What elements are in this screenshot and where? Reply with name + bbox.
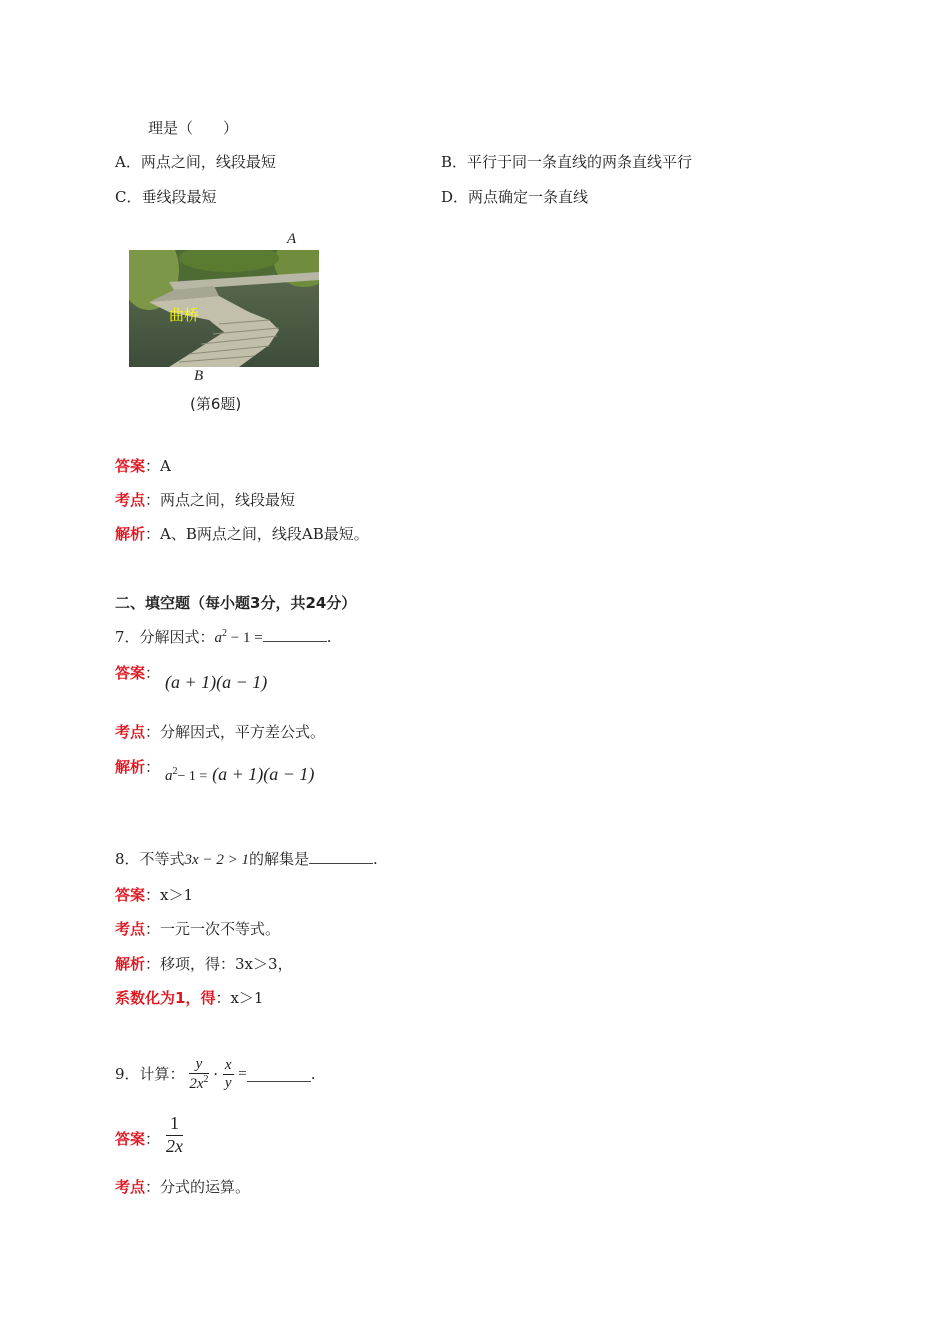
point-label: 考点 bbox=[115, 491, 146, 509]
frac1-den: $2x^2$ bbox=[189, 1073, 209, 1092]
colon: ： bbox=[145, 1130, 161, 1148]
colon: ： bbox=[145, 664, 161, 682]
analysis-label: 解析 bbox=[115, 758, 146, 776]
analysis-label: 解析 bbox=[115, 525, 146, 543]
answer-value: ：x＞1 bbox=[145, 886, 194, 904]
analysis-exp: 2 bbox=[172, 766, 178, 777]
q7-point-line bbox=[115, 721, 325, 742]
q8-prefix: 8．不等式 bbox=[115, 850, 185, 868]
q7-exp: 2 bbox=[222, 628, 228, 639]
q6-stem-tail: 理是（ ） bbox=[148, 119, 239, 137]
analysis-value: ：移项，得：3x＞3， bbox=[145, 955, 293, 973]
colon: ： bbox=[145, 758, 161, 776]
answer-label: 答案 bbox=[115, 1130, 146, 1148]
q9-eq: = bbox=[238, 1065, 247, 1082]
analysis-lhs: − 1 = bbox=[177, 769, 208, 784]
bridge-photo-svg bbox=[129, 250, 319, 367]
frac2-num: x bbox=[224, 1057, 232, 1073]
figure-caption: (第6题) bbox=[190, 395, 242, 413]
q8-analysis-line bbox=[115, 953, 293, 974]
section-title: 二、填空题（每小题3分，共24分） bbox=[115, 594, 357, 612]
figure-label-b: B bbox=[194, 368, 204, 384]
answer-label: 答案 bbox=[115, 664, 146, 682]
q8-extra-line bbox=[115, 987, 263, 1008]
q6-option-c: C．垂线段最短 bbox=[115, 188, 217, 206]
answer-den: 2x bbox=[166, 1135, 183, 1156]
point-value: ：分解因式，平方差公式。 bbox=[145, 723, 326, 741]
q6-analysis-line bbox=[115, 523, 369, 544]
q8-mid: 的解集是 bbox=[248, 850, 309, 868]
point-label: 考点 bbox=[115, 1178, 146, 1196]
q9-stem bbox=[115, 1056, 316, 1092]
extra-value: ：x＞1 bbox=[215, 989, 264, 1007]
q9-frac1 bbox=[189, 1056, 208, 1092]
analysis-value: ：A、B两点之间，线段AB最短。 bbox=[145, 525, 369, 543]
q6-option-b: B．平行于同一条直线的两条直线平行 bbox=[441, 153, 693, 171]
q7-answer-expr: (a + 1)(a − 1) bbox=[165, 672, 268, 692]
q7-prefix: 7．分解因式： bbox=[115, 628, 215, 646]
q8-answer-line bbox=[115, 884, 193, 905]
bridge-label: 曲桥 bbox=[169, 306, 200, 324]
q7-blank bbox=[263, 627, 327, 642]
analysis-rhs: (a + 1)(a − 1) bbox=[212, 764, 315, 784]
answer-value: ：A bbox=[145, 457, 171, 475]
q7-answer-line bbox=[115, 662, 160, 683]
q6-point-line bbox=[115, 489, 295, 510]
answer-label: 答案 bbox=[115, 457, 146, 475]
q7-analysis-expr bbox=[165, 764, 314, 785]
analysis-var: a bbox=[165, 768, 173, 784]
q6-option-a: A．两点之间，线段最短 bbox=[115, 153, 276, 171]
bridge-photo bbox=[129, 250, 319, 367]
q9-suffix: . bbox=[310, 1064, 316, 1083]
point-value: ：一元一次不等式。 bbox=[145, 920, 281, 938]
q6-option-d: D．两点确定一条直线 bbox=[441, 188, 589, 206]
q8-stem bbox=[115, 848, 378, 869]
answer-label: 答案 bbox=[115, 886, 146, 904]
q6-answer-line bbox=[115, 455, 171, 476]
answer-num: 1 bbox=[166, 1113, 183, 1136]
q8-expr: 3x − 2 > 1 bbox=[184, 852, 249, 868]
frac1-num: y bbox=[189, 1056, 208, 1074]
q9-frac2 bbox=[223, 1057, 234, 1091]
point-value: ：两点之间，线段最短 bbox=[145, 491, 296, 509]
frac2-den: y bbox=[224, 1074, 232, 1091]
q7-analysis-line bbox=[115, 756, 160, 777]
q9-answer-line bbox=[115, 1128, 160, 1149]
q9-prefix: 9．计算： bbox=[115, 1064, 185, 1083]
q7-stem bbox=[115, 626, 332, 647]
point-value: ：分式的运算。 bbox=[145, 1178, 251, 1196]
q7-suffix: . bbox=[326, 628, 332, 646]
q9-blank bbox=[247, 1067, 311, 1082]
q7-rest: − 1 = bbox=[227, 630, 263, 646]
q9-point-line bbox=[115, 1176, 250, 1197]
q8-suffix: . bbox=[372, 850, 378, 868]
q9-dot: · bbox=[213, 1064, 219, 1083]
q8-blank bbox=[309, 849, 373, 864]
extra-label: 系数化为1，得 bbox=[115, 989, 216, 1007]
figure-label-a: A bbox=[287, 231, 297, 247]
point-label: 考点 bbox=[115, 920, 146, 938]
q8-point-line bbox=[115, 918, 280, 939]
analysis-label: 解析 bbox=[115, 955, 146, 973]
q7-var: a bbox=[214, 630, 223, 646]
q9-answer-frac bbox=[166, 1113, 183, 1157]
point-label: 考点 bbox=[115, 723, 146, 741]
